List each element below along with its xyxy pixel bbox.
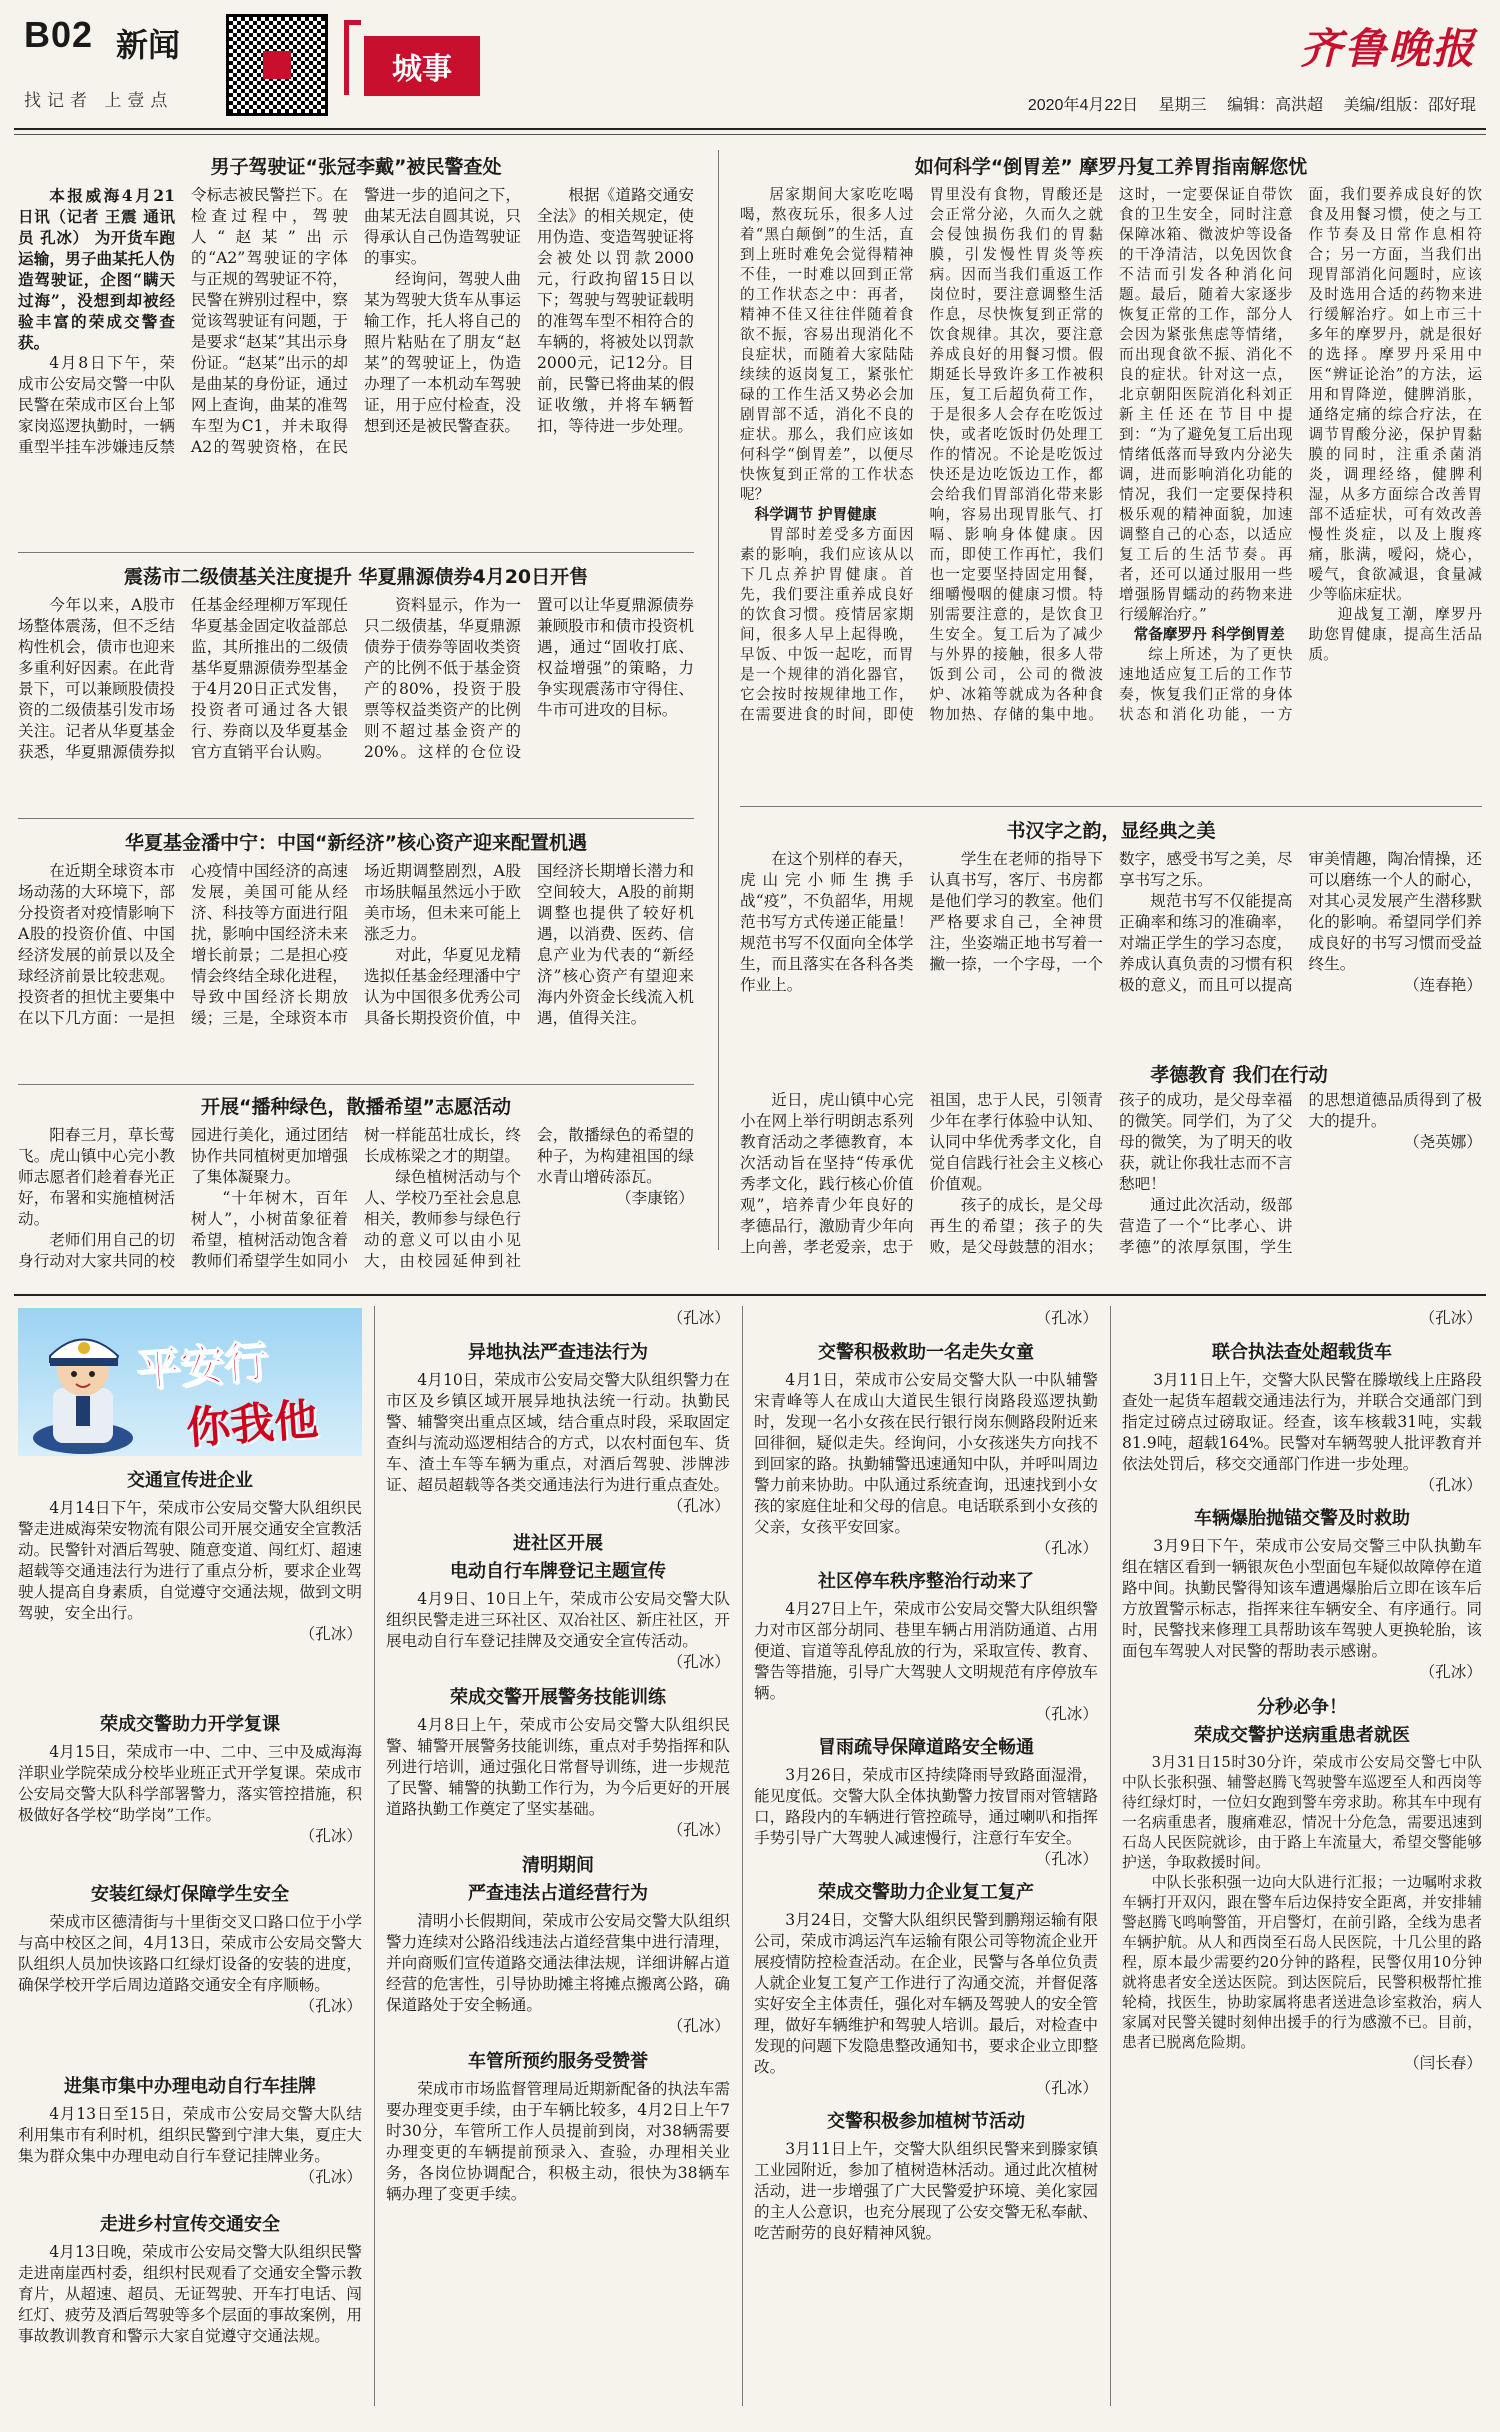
article-tree-planting: 开展“播种绿色，散播希望”志愿活动 阳春三月，草长莺飞。虎山镇中心完小教师志愿者们趁着春光正好，布署和实施植树活动。 老师们用自己的切身行动对大家共同的校园进行美化，通过团结协作共同植树更加增强了集体凝聚力。 “十年树木，百年树人”，小树苗象征着希望，植树活动饱含着教师们希望学生如同小树一样能茁壮成长，终长成栋梁之才的期望。 绿色植树活动与个人、学校乃至社会息息相关，教师参与绿色行动的意义可以由小见大，由校园延伸到社会，散播绿色的希望的种子，为构建祖国的绿水青山增砖添瓦。 （李康铭） — [18, 1092, 694, 1275]
banner-line-1: 平安行 — [134, 1336, 270, 1397]
issue-weekday: 星期三 — [1158, 97, 1207, 114]
safety-banner — [18, 1308, 362, 1456]
article-title: 华夏基金潘中宁：中国“新经济”核心资产迎来配置机遇 — [125, 832, 587, 854]
designer: 美编/组版：邵好琨 — [1343, 97, 1476, 114]
section-name: 新闻 — [116, 26, 181, 64]
brief-column-3: （孔冰） 交警积极救助一名走失女童 4月1日，荣成市公安局交警大队一中队辅警宋青峰等人在成山大道民生银行岗路段巡逻执勤时，发现一名小女孩在民行银行岗东侧路段附近来回徘徊，疑似走失。经询问，小女孩迷失方向找不到回家的路。执勤辅警迅速通知中队，并呼叫周边警力前来协助。中队通过系统查询，迅速找到小女孩的家庭住址和父母的信息。电话联系到小女孩的父亲，女孩平安回家。 （孔冰） 社区停车秩序整治行动来了 4月27日上午，荣成市公安局交警大队组织警力对市区部分胡同、巷里车辆占用消防通道、占用便道、盲道等乱停乱放的行为，采取宣传、教育、警告等措施，引导广大驾驶人文明规范有序停放车辆。 （孔冰） 冒雨疏导保障道路安全畅通 3月26日，荣成市区持续降雨导致路面湿滑，能见度低。交警大队全体执勤警力按冒雨对管辖路口，路段内的车辆进行管控疏导，通过喇叭和指挥手势引导广大驾驶人减速慢行，注意行车安全。 （孔冰） 荣成交警助力企业复工复产 3月24日，交警大队组织民警到鹏翔运输有限公司，荣成市鸿运汽车运输有限公司等物流企业开展疫情防控检查活动。在企业，民警与各单位负责人就企业复工复产工作进行了沟通交流，并督促落实好安全主体责任，强化对车辆及驾驶人的安全管理，做好车辆维护和驾驶人培训。最后，对检查中发现的问题下发隐患整改通知书，要求企业立即整改。 （孔冰） 交警积极参加植树节活动 3月11日上午，交警大队组织民警来到滕家镇工业园附近，参加了植树造林活动。通过此次植树活动，进一步增强了广大民警爱护环境、美化家园的主人公意识，也充分展现了公安交警无私奉献、吃苦耐劳的良好精神风貌。 — [754, 1309, 1098, 2242]
brief-ebike-plates: 进集市集中办理电动自行车挂牌 4月13日至15日，荣成市公安局交警大队结利用集市有利时机，组织民警到宁津大集，夏庄大集为群众集中办理电动自行车登记挂牌业务。 （孔冰） — [18, 2076, 362, 2186]
brief-village-publicity: 走进乡村宣传交通安全 4月13日晚，荣成市公安局交警大队组织民警走进南崖西村委，组织村民观看了交通安全警示教育片，从超速、超员、无证驾驶、开车打电话、闯红灯、疲劳及酒后驾驶等多个层面的事故案例，用事故教训教育和警示大家自觉遵守交通法规。 — [18, 2214, 362, 2345]
article-title: 如何科学“倒胃差” 摩罗丹复工养胃指南解您忧 — [914, 156, 1308, 178]
brief-school-reopening: 荣成交警助力开学复课 4月15日，荣成市一中、二中、三中及威海海洋职业学院荣成分校毕业班正式开学复课。荣成市公安局交警大队科学部署警力，落实管控措施，积极做好各学校“助学岗”工作。 （孔冰） — [18, 1714, 362, 1845]
brief-traffic-lights: 安装红绿灯保障学生安全 荣成市区德清街与十里街交叉口路口位于小学与高中校区之间，4月13日，荣成市公安局交警大队组织人员加快该路口红绿灯设备的安装的进度，确保学校开学后周边道路交通安全有序顺畅。 （孔冰） — [18, 1884, 362, 2015]
article-filial-piety-body: 近日，虎山镇中心完小在网上举行明朗志系列教育活动之孝德教育，本次活动旨在坚持“传承优秀孝文化，践行核心价值观”，培养青少年良好的孝德品行，激励青少年向上向善，孝老爱亲，忠于祖国，忠于人民，引领青少年在孝行体验中认知、认同中华优秀孝文化，自觉自信践行社会主义核心价值观。 孩子的成长，是父母再生的希望；孩子的失败，是父母鼓慧的泪水；孩子的成功，是父母幸福的微笑。同学们，为了父母的微笑，为了明天的收获，就让你我壮志而不言愁吧！ 通过此次活动，级部营造了一个“比孝心、讲孝德”的浓厚氛围，学生的思想道德品质得到了极大的提升。 （尧英娜） — [740, 1091, 1482, 1256]
article-filial-piety — [996, 1060, 1482, 1093]
banner-line-2: 你我他 — [184, 1394, 320, 1455]
page-header — [14, 8, 1486, 120]
slogan: 找记者 上壹点 — [24, 91, 174, 111]
article-calligraphy: 书汉字之韵，显经典之美 在这个别样的春天，虎山完小师生携手战“疫”，不负韶华，用规范书写方式传递正能量！规范书写不仅面向全体学生，而且落实在各科各类作业上。 学生在老师的指导下认真书写，客厅、书房都是他们学习的教室。他们严格要求自己，全神贯注，坐姿端正地书写着一撇一捺，一个字母，一个数字，感受书写之美，尽享书写之乐。 规范书写不仅能提高正确率和练习的准确率，对端正学生的学习态度，养成认真负责的习惯有积极的意义，而且可以提高审美情趣，陶冶情操，还可以磨练一个人的耐心，对其心灵发展产生潜移默化的影响。希望同学们养成良好的书写习惯而受益终生。 （连春艳） — [740, 816, 1482, 1065]
article-title: 震荡市二级债基关注度提升 华夏鼎源债券4月20日开售 — [123, 566, 589, 588]
issue-date: 2020年4月22日 — [1027, 97, 1139, 114]
brief-column-4: （孔冰） 联合执法查处超载货车 3月11日上午，交警大队民警在滕墩线上庄路段查处一起货车超载交通违法行为，并联合交通部门到指定过磅点过磅取证。经查，该车核载31吨，实载81.9吨，超载164%。民警对车辆驾驶人批评教育并依法处罚后，移交交通部门作进一步处理。 （孔冰） 车辆爆胎抛锚交警及时救助 3月9日下午，荣成市公安局交警三中队执勤车组在辖区看到一辆银灰色小型面包车疑似故障停在道路中间。执勤民警得知该车遭遇爆胎后立即在该车后方放置警示标志，指挥来往车辆安全、有序通行。同时，民警找来修理工具帮助该车驾驶人更换轮胎，该面包车驾驶人对民警的帮助表示感谢。 （孔冰） 分秒必争！ 荣成交警护送病重患者就医 3月31日15时30分许，荣成市公安局交警七中队中队长张积强、辅警赵腾飞驾驶警车巡逻至人和西岗等待红绿灯时，一位妇女跑到警车旁求助。称其车中现有一名病重患者，腹痛难忍，情况十分危急，需要迅速到石岛人民医院就诊，由于路上车流量大，希望交警能够护送，争取救援时间。 中队长张积强一边向大队进行汇报；一边嘱咐求救车辆打开双闪，跟在警车后边保持安全距离，并安排辅警赵腾飞鸣响警笛，开启警灯，在前引路，全线为患者车辆护航。从人和西岗至石岛人民医院，十几公里的路程，原本最少需要约20分钟的路程，民警仅用10分钟就将患者安全送达医院。到达医院后，民警积极帮忙推轮椅，找医生，协助家属将患者送进急诊室救治，病人家属对民警关键时刻伸出援手的行为感激不已。目前，患者已脱离危险期。 （闫长春） — [1122, 1309, 1482, 2072]
page-number: B02 — [24, 14, 94, 55]
brief-column-2: （孔冰） 异地执法严查违法行为 4月10日，荣成市公安局交警大队组织警力在市区及乡镇区域开展异地执法统一行动。执勤民警、辅警突出重点区域，结合重点时段，采取固定查纠与流动巡逻相结合的方式，以农村面包车、货车、渣土车等车辆为重点，对酒后驾驶、涉牌涉证、超员超载等各类交通违法行为进行重点查处。 （孔冰） 进社区开展 电动自行车牌登记主题宣传 4月9日、10日上午，荣成市公安局交警大队组织民警走进三环社区、双冶社区、新庄社区，开展电动自行车登记挂牌及交通安全宣传活动。 （孔冰） 荣成交警开展警务技能训练 4月8日上午，荣成市公安局交警大队组织民警、辅警开展警务技能训练，重点对手势指挥和队列进行培训，通过强化日常督导训练，进一步规范了民警、辅警的执勤工作行为，为今后更好的开展道路执勤工作奠定了坚实基础。 （孔冰） 清明期间 严查违法占道经营行为 清明小长假期间，荣成市公安局交警大队组织警力连续对公路沿线违法占道经营集中进行清理，并向商贩们宣传道路交通法律法规，详细讲解占道经营的危害性，引导协助摊主将摊点搬离公路，确保道路处于安全畅通。 （孔冰） 车管所预约服务受赞誉 荣成市市场监督管理局近期新配备的执法车需要办理变更手续，由于车辆比较多，4月2日上午7时30分，车管所工作人员提前到岗，对38辆需要办理变更的车辆提前预录入、查验，办理相关业务，各岗位协调配合，积极主动，很快为38辆车辆办理了变更手续。 — [386, 1309, 730, 2203]
article-fake-license: 男子驾驶证“张冠李戴”被民警查处 本报威海4月21日讯（记者 王震 通讯员 孔冰） 为开货车跑运输，男子曲某托人伪造驾驶证，企图“瞒天过海”，没想到却被经验丰富的荣成交警查获。 4月8日下午，荣成市公安局交警一中队民警在荣成市区台上邹家岗巡逻执勤时，一辆重型半挂车涉嫌违反禁令标志被民警拦下。在检查过程中，驾驶人“赵某”出示的“A2”驾驶证的字体与正规的驾驶证不符，民警在辨别过程中，察觉该驾驶证有问题，于是要求“赵某”其出示身份证。“赵某”出示的却是曲某的身份证，通过网上查询，曲某的准驾车型为C1，并未取得A2的驾驶资格，在民警进一步的追问之下，曲某无法自圆其说，只得承认自己伪造驾驶证的事实。 经询问，驾驶人曲某为驾驶大货车从事运输工作，托人将自己的照片粘贴在了朋友“赵某”的驾驶证上，伪造办理了一本机动车驾驶证，用于应付检查，没想到还是被民警查获。 根据《道路交通安全法》的相关规定，使用伪造、变造驾驶证将会被处以罚款2000元，行政拘留15日以下；驾驶与驾驶证载明的准驾车型不相符合的车辆的，将被处以罚款2000元，记12分。目前，民警已将曲某的假证收缴，并将车辆暂扣，等待进一步处理。 — [18, 152, 694, 563]
article-new-economy: 华夏基金潘中宁：中国“新经济”核心资产迎来配置机遇 在近期全球资本市场动荡的大环境下，部分投资者对疫情影响下A股的投资价值、中国经济发展的前景以及全球经济前景比较悲观。投资者的担忧主要集中在以下几方面：一是担心疫情中国经济的高速发展，美国可能从经济、科技等方面进行阻扰，影响中国经济未来增长前景；二是担心疫情会终结全球化进程，导致中国经济长期放缓；三是，全球资本市场近期调整剧烈，A股市场肤幅虽然远小于欧美市场，但未来可能上涨乏力。 对此，华夏见龙精选拟任基金经理潘中宁认为中国很多优秀公司具备长期投资价值，中国经济长期增长潜力和空间较大，A股的前期调整也提供了较好机遇，以消费、医药、信息产业为代表的“新经济”核心资产有望迎来海内外资金长线流入机遇，值得关注。 — [18, 828, 694, 1097]
section-tag: 城事 — [364, 36, 480, 96]
brand-logo: 齐鲁晚报 — [1299, 24, 1476, 73]
editor: 编辑：高洪超 — [1227, 97, 1324, 114]
article-title: 书汉字之韵，显经典之美 — [1006, 820, 1216, 842]
article-title: 孝德教育 我们在行动 — [1150, 1064, 1328, 1086]
police-officer-icon — [28, 1318, 138, 1448]
qr-code-icon — [226, 14, 328, 116]
brief-enterprise-publicity: 交通宣传进企业 4月14日下午，荣成市公安局交警大队组织民警走进威海荣安物流有限公司开展交通安全宣教活动。民警针对酒后驾驶、随意变道、闯红灯、超速超载等交通违法行为进行了重点分析，要求企业驾驶人提高自身素质，自觉遵守交通法规，做到文明驾驶，安全出行。 （孔冰） — [18, 1470, 362, 1643]
article-title: 开展“播种绿色，散播希望”志愿活动 — [201, 1096, 511, 1118]
article-bond-fund: 震荡市二级债基关注度提升 华夏鼎源债券4月20日开售 今年以来，A股市场整体震荡，但不乏结构性机会，债市也迎来多重利好因素。在此背景下，可以兼顾股债投资的二级债基引发市场关注。记者从华夏基金获悉，华夏鼎源债券拟任基金经理柳万军现任华夏基金固定收益部总监，其所推出的二级债基华夏鼎源债券型基金于4月20日正式发售，投资者可通过各大银行、券商以及华夏基金官方直销平台认购。 资料显示，作为一只二级债基，华夏鼎源债券于债券等固收类资产的比例不低于基金资产的80%，投资于股票等权益类资产的比例则不超过基金资产的20%。这样的仓位设置可以让华夏鼎源债券兼顾股市和债市投资机遇，通过“固收打底、权益增强”的策略，力争实现震荡市守得住、牛市可进攻的目标。 — [18, 562, 694, 817]
article-stomach-guide: 如何科学“倒胃差” 摩罗丹复工养胃指南解您忧 居家期间大家吃吃喝喝，熬夜玩乐，很多人过着“黑白颠倒”的生活，直到上班时难免会觉得精神不佳，一时难以回到正常的工作状态之中：再者，精神不佳又往往伴随着食欲不振，容易出现消化不良症状，而随着大家陆陆续续的返岗复工，紧张忙碌的工作生活又势必会加剧胃部不适，消化不良的症状。那么，我们应该如何科学“倒胃差”，以便尽快恢复到正常的工作状态呢？ 科学调节 护胃健康 胃部时差受多方面因素的影响，我们应该从以下几点养护胃健康。首先，我们要注重养成良好的饮食习惯。疫情居家期间，很多人早上起得晚，早饭、中饭一起吃，而胃是一个规律的消化器官，它会按时按规律地工作，在需要进食的时间，即使胃里没有食物，胃酸还是会正常分泌，久而久之就会侵蚀损伤我们的胃黏膜，引发慢性胃炎等疾病。因而当我们重返工作岗位时，要注意调整生活作息，尽快恢复到正常的饮食规律。其次，要注意养成良好的用餐习惯。假期延长导致许多工作被积压，复工后超负荷工作，于是很多人会存在吃饭过快，或者吃饭时仍处理工作的情况。不论是吃饭过快还是边吃饭边工作，都会给我们胃部消化带来影响，容易出现胃胀气、打嗝、影响身体健康。因而，即使工作再忙，我们也一定要坚持固定用餐，细嚼慢咽的健康习惯。特别需要注意的，是饮食卫生安全。复工后为了减少与外界的接触，很多人带饭到公司，公司的微波炉、冰箱等就成为各种食物加热、存储的集中地。这时，一定要保证自带饮食的卫生安全，同时注意保障冰箱、微波炉等设备的干净清洁，以免因饮食不洁而引发各种消化问题。最后，随着大家逐步恢复正常的工作，部分人会因为紧张焦虑等情绪，而出现食欲不振、消化不良的症状。针对这一点，北京朝阳医院消化科刘正新主任还在节目中提到：“为了避免复工后出现情绪低落而导致内分泌失调，进而影响消化功能的情况，我们一定要保持积极乐观的精神面貌，加速调整自己的心态，以适应复工后的生活节奏。再者，还可以通过服用一些增强肠胃蠕动的药物来进行缓解治疗。” 常备摩罗丹 科学倒胃差 综上所述，为了更快速地适应复工后的工作节奏，恢复我们正常的身体状态和消化功能，一方面，我们要养成良好的饮食及用餐习惯，使之与工作节奏及日常作息相符合；另一方面，当我们出现胃部消化问题时，应该及时选用合适的药物来进行缓解治疗。如上市三十多年的摩罗丹，就是很好的选择。摩罗丹采用中医“辨证论治”的方法，运用和胃降逆，健脾消胀，通络定痛的综合疗法，在调节胃酸分泌，保护胃黏膜的同时，注重杀菌消炎，调理经络，健脾利湿，从多方面综合改善胃部不适症状，可有效改善慢性炎症，以及上腹疼痛，胀满，嗳闷，烧心，嗳气，食欲减退，食量减少等临床症状。 迎战复工潮，摩罗丹助您胃健康，提高生活品质。 — [740, 152, 1482, 797]
article-title: 男子驾驶证“张冠李戴”被民警查处 — [210, 156, 502, 178]
issue-meta — [1012, 92, 1476, 115]
